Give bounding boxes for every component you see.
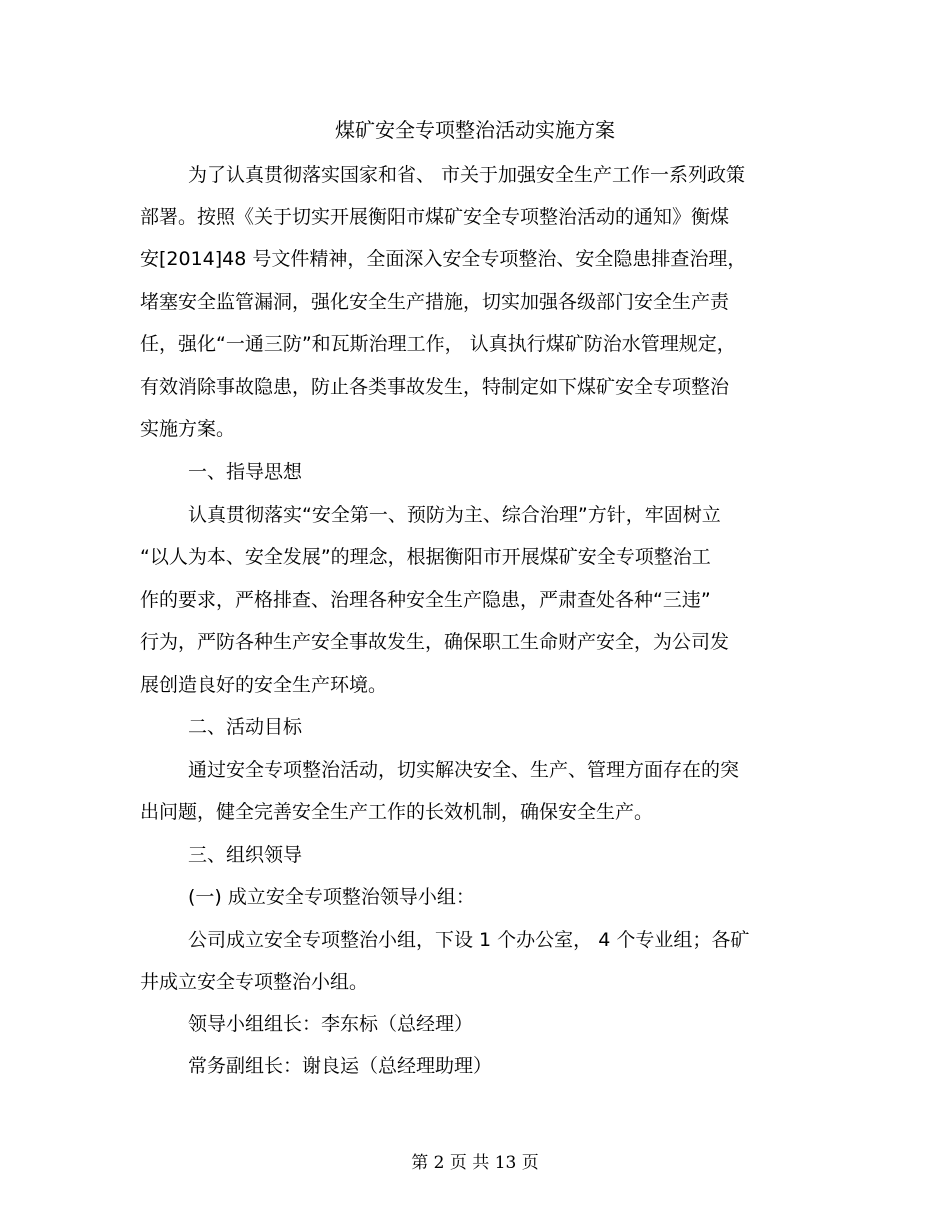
paragraph-line: 安[2014]48 号文件精神，全面深入安全专项整治、安全隐患排查治理， [140,248,747,270]
section-heading: 一、指导思想 [188,461,303,483]
section-heading: 三、组织领导 [188,844,303,866]
paragraph-line: 常务副组长：谢良运（总经理助理） [188,1055,493,1077]
paragraph-line: 展创造良好的安全生产环境。 [140,674,388,696]
document-title: 煤矿安全专项整治活动实施方案 [335,118,615,142]
paragraph-line: 出问题，健全完善安全生产工作的长效机制，确保安全生产。 [140,801,654,823]
paragraph-line: 有效消除事故隐患，防止各类事故发生，特制定如下煤矿安全专项整治 [140,376,730,398]
paragraph-line: 部署。按照《关于切实开展衡阳市煤矿安全专项整治活动的通知》衡煤 [140,206,730,228]
paragraph-line: 通过安全专项整治活动，切实解决安全、生产、管理方面存在的突 [188,759,740,781]
paragraph-line: 公司成立安全专项整治小组，下设 1 个办公室， 4 个专业组；各矿 [188,929,750,951]
page-number: 第 2 页 共 13 页 [411,1153,539,1173]
paragraph-line: 行为，严防各种生产安全事故发生，确保职工生命财产安全，为公司发 [140,631,730,653]
paragraph-line: 为了认真贯彻落实国家和省、 市关于加强安全生产工作一系列政策 [188,164,746,186]
paragraph-line: 井成立安全专项整治小组。 [140,971,369,993]
paragraph-line: 任，强化“一通三防”和瓦斯治理工作， 认真执行煤矿防治水管理规定， [140,333,736,355]
section-heading: 二、活动目标 [188,716,303,738]
subsection-heading: (一) 成立安全专项整治领导小组： [188,886,475,908]
paragraph-line: 堵塞安全监管漏洞，强化安全生产措施，切实加强各级部门安全生产责 [140,291,730,313]
paragraph-line: 领导小组组长：李东标（总经理） [188,1013,474,1035]
paragraph-line: “以人为本、安全发展”的理念，根据衡阳市开展煤矿安全专项整治工 [140,546,711,568]
paragraph-line: 作的要求，严格排查、治理各种安全生产隐患，严肃查处各种“三违” [140,589,711,611]
paragraph-line: 认真贯彻落实“安全第一、预防为主、综合治理”方针，牢固树立 [188,504,721,526]
paragraph-line: 实施方案。 [140,418,236,440]
